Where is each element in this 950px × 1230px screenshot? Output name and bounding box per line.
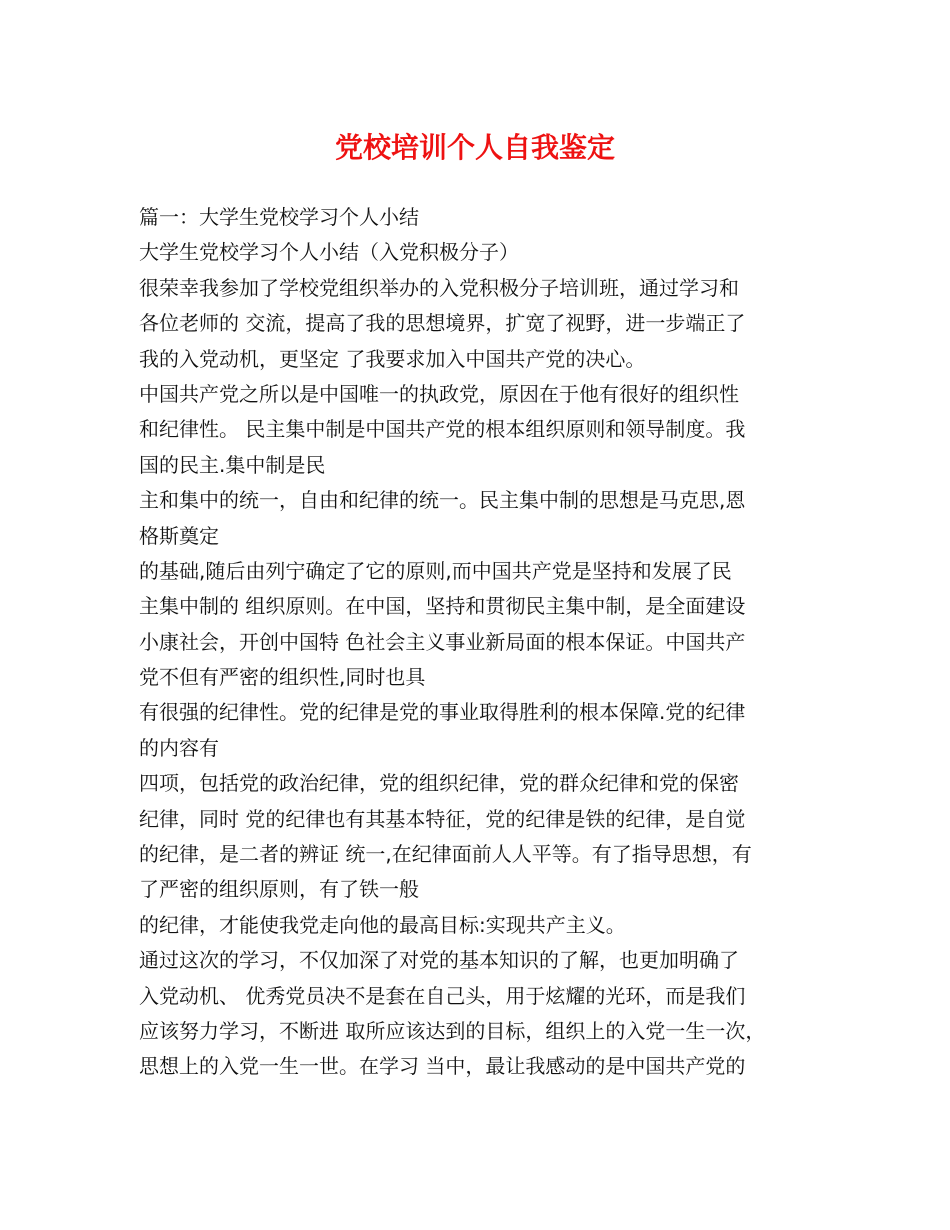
text-line: 各位老师的 交流，提高了我的思想境界，扩宽了视野，进一步端正了 bbox=[139, 311, 746, 336]
text-line: 很荣幸我参加了学校党组织举办的入党积极分子培训班，通过学习和 bbox=[139, 275, 739, 300]
text-line: 四项，包括党的政治纪律，党的组织纪律，党的群众纪律和党的保密 bbox=[139, 771, 739, 796]
document-title: 党校培训个人自我鉴定 bbox=[334, 131, 615, 164]
text-line: 小康社会，开创中国特 色社会主义事业新局面的根本保证。中国共产 bbox=[139, 629, 746, 654]
text-line: 的内容有 bbox=[139, 735, 219, 760]
text-line: 篇一：大学生党校学习个人小结 bbox=[139, 205, 419, 229]
document-body bbox=[139, 200, 839, 1085]
text-line: 主集中制的 组织原则。在中国，坚持和贯彻民主集中制，是全面建设 bbox=[139, 594, 746, 619]
text-line: 党不但有严密的组织性,同时也具 bbox=[139, 665, 426, 690]
text-line: 的基础,随后由列宁确定了它的原则,而中国共产党是坚持和发展了民 bbox=[139, 558, 732, 583]
text-line: 通过这次的学习，不仅加深了对党的基本知识的了解，也更加明确了 bbox=[139, 948, 739, 973]
text-line: 的纪律，才能使我党走向他的最高目标:实现共产主义。 bbox=[139, 912, 626, 937]
text-line: 思想上的入党一生一世。在学习 当中，最让我感动的是中国共产党的 bbox=[139, 1054, 746, 1079]
text-line: 中国共产党之所以是中国唯一的执政党，原因在于他有很好的组织性 bbox=[139, 381, 739, 406]
text-line: 国的民主.集中制是民 bbox=[139, 452, 326, 477]
text-line: 了严密的组织原则，有了铁一般 bbox=[139, 877, 419, 902]
text-line: 有很强的纪律性。党的纪律是党的事业取得胜利的根本保障.党的纪律 bbox=[139, 700, 746, 725]
text-line: 应该努力学习，不断进 取所应该达到的目标，组织上的入党一生一次， bbox=[139, 1018, 766, 1043]
text-line: 主和集中的统一，自由和纪律的统一。民主集中制的思想是马克思,恩 bbox=[139, 488, 746, 513]
text-line: 和纪律性。 民主集中制是中国共产党的根本组织原则和领导制度。我 bbox=[139, 417, 746, 442]
text-line: 大学生党校学习个人小结（入党积极分子） bbox=[139, 240, 519, 265]
text-line: 纪律，同时 党的纪律也有其基本特征，党的纪律是铁的纪律，是自觉 bbox=[139, 806, 746, 831]
text-line: 入党动机、 优秀党员决不是套在自己头，用于炫耀的光环，而是我们 bbox=[139, 983, 746, 1008]
text-line: 的纪律，是二者的辨证 统一,在纪律面前人人平等。有了指导思想，有 bbox=[139, 842, 752, 867]
text-line: 格斯奠定 bbox=[139, 523, 219, 548]
text-line: 我的入党动机，更坚定 了我要求加入中国共产党的决心。 bbox=[139, 346, 646, 371]
